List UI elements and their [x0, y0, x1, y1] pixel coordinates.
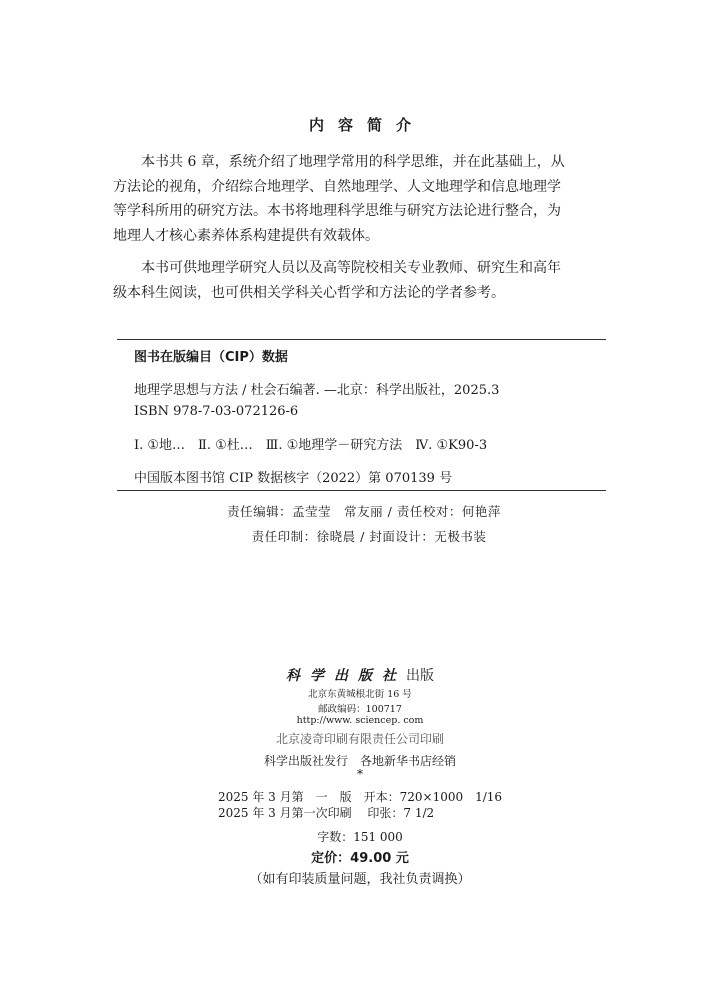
intro-paragraph-2 [113, 256, 608, 305]
staff-printing: 责任印制：徐晓晨 / 封面设计：无极书装 [251, 529, 487, 544]
cip-isbn: ISBN 978-7-03-072126-6 [134, 404, 299, 419]
intro-line: 本书共 6 章，系统介绍了地理学常用的科学思维，并在此基础上，从 [113, 154, 565, 170]
edition-line-2: 2025 年 3 月第一次印刷 印张：7 1/2 [218, 806, 435, 820]
cip-title-line: 地理学思想与方法 / 杜会石编著. —北京：科学出版社，2025.3 [134, 383, 500, 398]
publisher-line [0, 665, 720, 685]
intro-line: 级本科生阅读，也可供相关学科关心哲学和方法论的学者参考。 [113, 284, 505, 301]
page-title: 内容简介 [308, 116, 425, 134]
cip-classification: Ⅰ. ①地… Ⅱ. ①杜… Ⅲ. ①地理学－研究方法 Ⅳ. ①K90-3 [134, 438, 488, 453]
publisher-address: 北京东黄城根北街 16 号 [308, 689, 412, 700]
intro-line: 本书可供地理学研究人员以及高等院校相关专业教师、研究生和高年 [113, 260, 561, 276]
publisher-suffix: 出版 [406, 668, 434, 684]
cip-bottom-rule [117, 490, 606, 491]
staff-editors: 责任编辑：孟莹莹 常友丽 / 责任校对：何艳萍 [227, 504, 501, 519]
distribution-line: 科学出版社发行 各地新华书店经销 [263, 754, 456, 768]
publisher-name: 科学出版社 [286, 668, 406, 684]
intro-line: 方法论的视角，介绍综合地理学、自然地理学、人文地理学和信息地理学 [113, 178, 561, 195]
intro-line: 等学科所用的研究方法。本书将地理科学思维与研究方法论进行整合，为 [113, 203, 561, 219]
word-count: 字数：151 000 [317, 830, 403, 844]
cip-heading: 图书在版编目（CIP）数据 [134, 350, 288, 365]
publisher-postcode: 邮政编码：100717 [318, 704, 402, 715]
cip-record: 中国版本图书馆 CIP 数据核字（2022）第 070139 号 [134, 471, 453, 486]
intro-paragraph-1 [113, 150, 608, 248]
printer-line: 北京凌奇印刷有限责任公司印刷 [275, 732, 444, 746]
cip-top-rule [117, 339, 606, 340]
price: 定价：49.00 元 [311, 851, 409, 866]
publisher-website: http://www. sciencep. com [296, 715, 424, 726]
intro-line: 地理人才核心素养体系构建提供有效载体。 [113, 227, 379, 244]
quality-notice: （如有印装质量问题，我社负责调换） [249, 872, 471, 887]
separator-star: * [357, 767, 363, 781]
edition-line-1: 2025 年 3 月第 一 版 开本：720×1000 1/16 [218, 790, 503, 804]
